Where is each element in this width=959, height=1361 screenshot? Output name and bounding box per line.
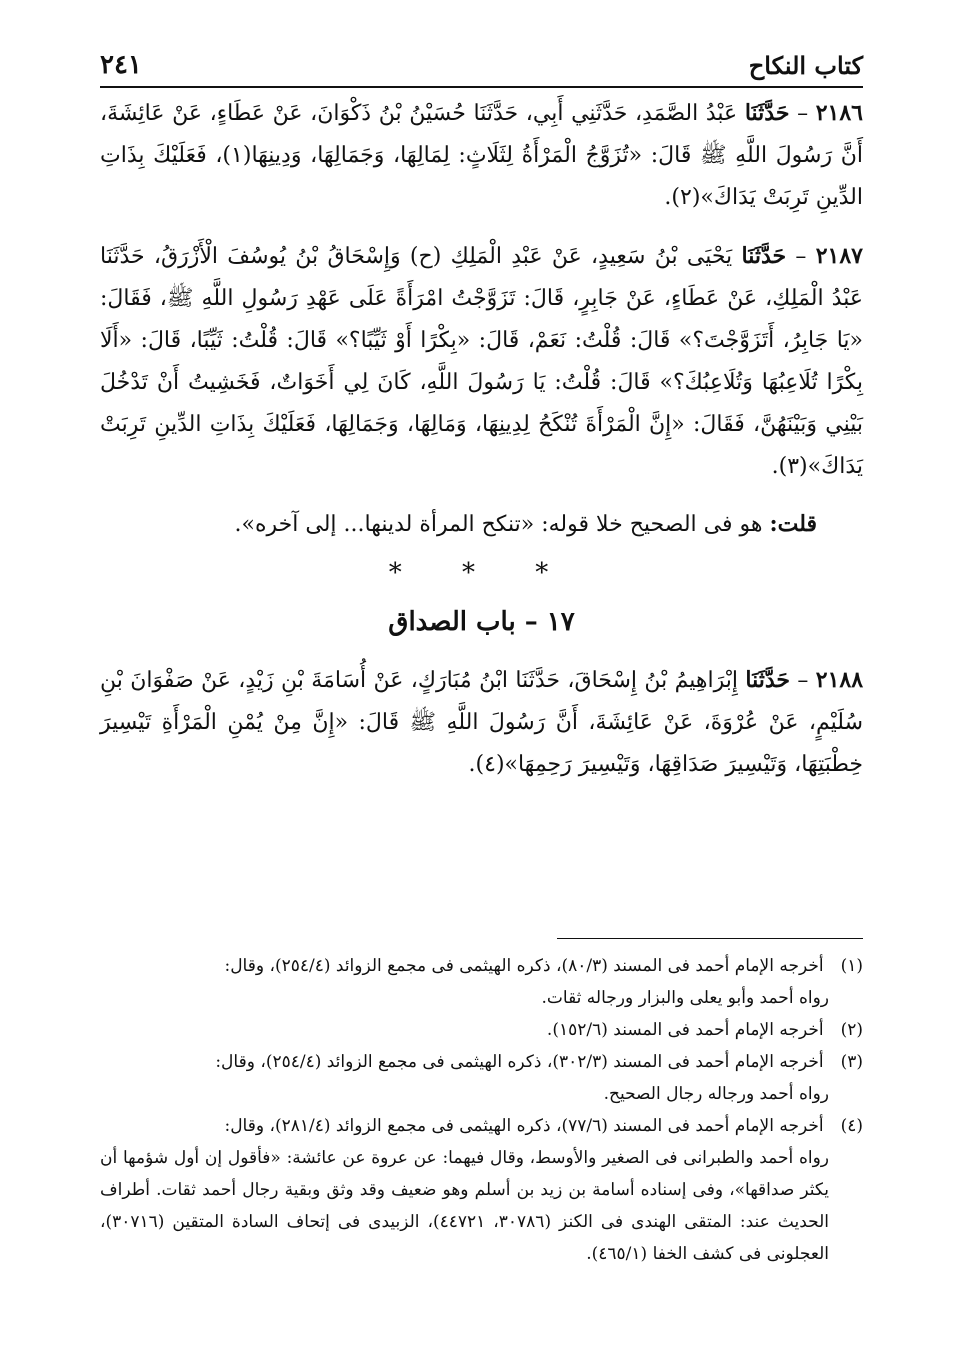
chapter-heading: ١٧ – باب الصداق: [388, 607, 575, 637]
footnote: [100, 950, 863, 1014]
footnote-marker: (٣): [840, 1052, 863, 1072]
footnote-text: أخرجه الإمام أحمد فى المسند (١٥٢/٦).: [546, 1020, 824, 1040]
hadith-text: يَحْيَى بْنُ سَعِيدٍ، عَنْ عَبْدِ الْمَلِكِ (ح) وَإِسْحَاقُ بْنُ يُوسُفَ الْأَزْرَقُ، حَدَّثَنَا عَبْدُ الْمَلِكِ، عَنْ عَطَاءٍ، عَنْ جَابِرٍ، قَالَ: تَزَوَّجْتُ امْرَأَةً عَلَى عَهْدِ رَسُولِ اللَّهِ ﷺ، فَقَالَ: «يَا جَابِرُ، أَتَزَوَّجْتَ؟» قَالَ: قُلْتُ: نَعَمْ، قَالَ: «بِكْرًا أَوْ ثَيِّبًا؟» قَالَ: قُلْتُ: ثَيِّبًا، قَالَ: «أَلَا بِكْرًا تُلَاعِبُهَا وَتُلَاعِبُكَ؟» قَالَ: قُلْتُ: يَا رَسُولَ اللَّهِ، كَانَ لِي أَخَوَاتٌ، فَخَشِيتُ أَنْ تَدْخُلَ بَيْنِي وَبَيْنَهُنَّ، فَقَالَ: «إِنَّ الْمَرْأَةَ تُنْكَحُ لِدِينِهَا، وَمَالِهَا، وَجَمَالِهَا، فَعَلَيْكَ بِذَاتِ الدِّينِ تَرِبَتْ يَدَاكَ»(٣).: [100, 244, 863, 479]
hadith-text: عَبْدُ الصَّمَدِ، حَدَّثَنِي أَبِي، حَدَّثَنَا حُسَيْنُ بْنُ ذَكْوَانَ، عَنْ عَطَاءٍ، عَنْ عَائِشَةَ، أَنَّ رَسُولَ اللَّهِ ﷺ قَالَ: «تُزَوَّجُ الْمَرْأَةُ لِثَلَاثٍ: لِمَالِهَا، وَجَمَالِهَا، وَدِينِهَا(١)، فَعَلَيْكَ بِذَاتِ الدِّينِ تَرِبَتْ يَدَاكَ»(٢).: [100, 101, 863, 210]
section-separator: * * *: [388, 558, 575, 588]
footnote-continuation: رواه أحمد وأبو يعلى والبزار ورجاله ثقات.: [541, 988, 829, 1008]
footnote-marker: (٤): [840, 1116, 863, 1136]
footnote-continuation: رواه أحمد والطبرانى فى الصغير والأوسط، وقال فيهما: عن عروة عن عائشة: «فأقول إن أول شؤمها أن يكثر صداقها»، وفى إسناده أسامة بن زيد بن أسلم وهو ضعيف وقد وثق وبقية رجال أحمد ثقات. أطراف الحديث عند: المتقى الهندى فى الكنز (٣٠٧٨٦، ٤٤٧٢١)، الزبيدى فى إتحاف السادة المتقين (٣٠٧١٦)، العجلونى فى كشف الخفا (٤٦٥/١).: [100, 1148, 829, 1264]
page-number: ٢٤١: [100, 50, 142, 80]
hadith-number: ٢١٨٧: [815, 243, 863, 269]
hadith-opening: حَدَّثَنَا: [741, 243, 787, 269]
footnote: [100, 1046, 863, 1110]
footnote-marker: (٢): [840, 1020, 863, 1040]
hadith-2186: [100, 92, 863, 219]
footnote-continuation: رواه أحمد ورجاله رجال الصحيح.: [603, 1084, 829, 1104]
dash: –: [789, 101, 809, 126]
footnote: [100, 1110, 863, 1270]
running-header: [100, 40, 863, 88]
footnotes: [100, 950, 863, 1270]
footnote: [100, 1014, 863, 1046]
hadith-number: ٢١٨٨: [815, 667, 864, 693]
footnote-text: أخرجه الإمام أحمد فى المسند (٣٠٢/٣)، ذكره الهيثمى فى مجمع الزوائد (٢٥٤/٤)، وقال:: [215, 1052, 824, 1072]
footnote-text: أخرجه الإمام أحمد فى المسند (٨٠/٣)، ذكره الهيثمى فى مجمع الزوائد (٢٥٤/٤)، وقال:: [224, 956, 824, 976]
dash: –: [786, 244, 807, 269]
hadith-2187: [100, 235, 863, 488]
footnote-marker: (١): [840, 956, 863, 976]
hadith-opening: حَدَّثَنَا: [744, 100, 790, 126]
main-text: [100, 92, 863, 802]
footnote-divider: [557, 938, 863, 939]
footnote-text: أخرجه الإمام أحمد فى المسند (٧٧/٦)، ذكره الهيثمى فى مجمع الزوائد (٢٨١/٤)، وقال:: [224, 1116, 824, 1136]
hadith-opening: حَدَّثَنَا: [745, 667, 790, 693]
dash: –: [790, 668, 809, 693]
editor-note: [100, 504, 863, 545]
note-label: قلت:: [769, 511, 817, 537]
book-title: كتاب النكاح: [748, 51, 863, 80]
hadith-2188: [100, 659, 863, 786]
hadith-number: ٢١٨٦: [815, 100, 863, 126]
note-text: هو فى الصحيح خلا قوله: «تنكح المرأة لدينها... إلى آخره».: [234, 512, 763, 537]
hadith-text: إِبْرَاهِيمُ بْنُ إِسْحَاقَ، حَدَّثَنَا ابْنُ مُبَارَكٍ، عَنْ أُسَامَةَ بْنِ زَيْدٍ، عَنْ صَفْوَانَ بْنِ سُلَيْمٍ، عَنْ عُرْوَةَ، عَنْ عَائِشَةَ، أَنَّ رَسُولَ اللَّهِ ﷺ قَالَ: «إِنَّ مِنْ يُمْنِ الْمَرْأَةِ تَيْسِيرَ خِطْبَتِهَا، وَتَيْسِيرَ صَدَاقِهَا، وَتَيْسِيرَ رَحِمِهَا»(٤).: [100, 668, 864, 777]
